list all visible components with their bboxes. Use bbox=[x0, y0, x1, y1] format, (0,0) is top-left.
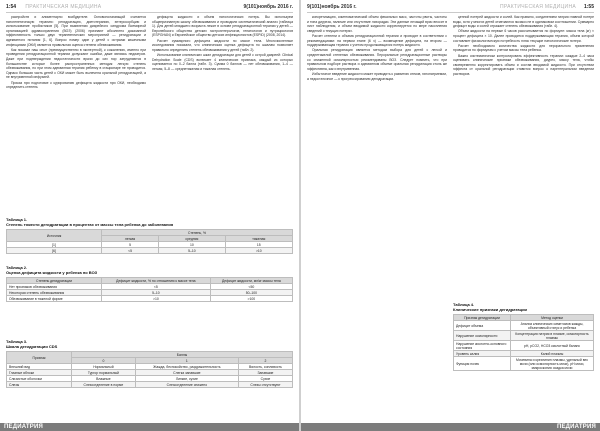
paragraph: распройств и алиментарно возбудителе. Основополагающий считается патогенетическую терапию: регидратацию, диетотерапию, энтеросорбцию и использование пробиотиков [5]. При выявлении диарейного синдрома Всемирной организацией здравоохранения (ВОЗ) (2006) признают абсолютно доказанной эффективность только двух терапевтических мероприятий — регидратации и адекватного питания [1, 6]. Вопрос номер один у детей с острыми кишечными инфекциями (ОКИ) является правильная оценка степени обезвоживания. bbox=[6, 15, 146, 47]
table-row bbox=[7, 248, 293, 254]
table-cell: Некоторая степень обезвоживания bbox=[7, 290, 102, 296]
table-cell: Запавшие bbox=[238, 370, 292, 376]
table-cell: >100 bbox=[210, 296, 292, 302]
table-2-title: Оценка дефицита жидкости у ребенка по ВОЗ bbox=[6, 269, 98, 275]
table-1 bbox=[6, 229, 293, 254]
table-cell: Слезоотделение в норме bbox=[72, 382, 136, 388]
table-header: Дефицит жидкости, мл/кг массы тела bbox=[210, 278, 292, 284]
left-page-number: 1:54 bbox=[6, 4, 17, 10]
table-3-title: Шкала дегидратации CDS bbox=[6, 343, 58, 349]
table-2-caption bbox=[6, 266, 293, 275]
table-header: Баллы bbox=[72, 352, 293, 358]
paragraph: Приказ при подготовке к курированию дефицита жидкости при ОКИ, необходимо определить степень bbox=[6, 80, 146, 90]
left-journal-title: ПРАКТИЧЕСКАЯ МЕДИЦИНА bbox=[25, 4, 102, 10]
table-cell: Уровень калия bbox=[454, 351, 511, 357]
left-footer-logo: ПЕДИАТРИЯ bbox=[4, 424, 44, 430]
table-header: Степень, % bbox=[102, 230, 293, 236]
table-row bbox=[454, 357, 594, 371]
table-4 bbox=[453, 314, 594, 371]
table-row bbox=[454, 341, 594, 351]
table-cell: Нарушение осмолярности bbox=[454, 331, 511, 341]
table-header: 2 bbox=[238, 358, 292, 364]
table-cell: Анализ клинических симптомов жажды, объективный статус и ребенка bbox=[511, 321, 594, 331]
paragraph: Важно систематически контролировать эффективность терапии: каждые 2–4 часа оценивать клинические признаки обезвоживания, диурез, массу тела, чтобы своевременно корректировать объем и состав вводимой жидкости. При отсутствии эффекта от оральной регидратации ставится вопрос о парентеральном введении растворов. bbox=[453, 53, 594, 76]
table-cell: >10 bbox=[102, 296, 211, 302]
table-cell: Слезы отсутствуют bbox=[238, 382, 292, 388]
table-1-caption bbox=[6, 218, 293, 227]
right-footer-bar bbox=[301, 423, 600, 431]
table-cell: Слезоотделение снижено bbox=[135, 382, 238, 388]
table-2 bbox=[6, 277, 293, 302]
table-cell: Внешний вид bbox=[7, 364, 72, 370]
table-3-caption bbox=[6, 340, 293, 349]
right-issue: 9(101)ноябрь 2016 г. bbox=[307, 4, 357, 10]
right-journal-title: ПРАКТИЧЕСКАЯ МЕДИЦИНА bbox=[499, 4, 576, 10]
paragraph: Объем жидкости на первые 6 часов рассчитывается по формуле: масса тела (кг) × процент дефицита × 10. Далее проводится поддерживающая терапия, объем которой составляет физиологическую потребность плюс текущие патологические потери. bbox=[453, 29, 594, 43]
left-issue: 9(101)ноябрь 2016 г. bbox=[243, 4, 293, 10]
table-1-label: Таблица 1. bbox=[6, 217, 28, 222]
paragraph: дефицита жидкости и объем патологических потерь. Вы используем общепризнанную шкалу обезвоживания и проводили систематический анализ (таблица 1). Для детей младшего возраста лежит в основе регидратационной терапии у детей — Европейского общества детских гастроэнтерологов, гепатологов и нутрициологов (ESPGHAN) и Европейское общество детских инфекционистов (ESPID) (2008, 2014). bbox=[152, 15, 293, 38]
table-row bbox=[454, 321, 594, 331]
table-cell: Слегка запавшие bbox=[135, 370, 238, 376]
paragraph: Как показал наш опыт (преимущественно в экспертной), к сожалению, именно при проведении регидратационной терапии допускают ошибки, даже являясь педиатров. Даже при подтверждении недостаточности врачи до сих пор затрудняются в большинстве которые более распространенных методик легкую степень обезвоживания, но при этом адекватная терапия ребенку в стационаре не проводится. Однако большая часть детей с ОКИ может быть вылечена оральной регидратацией, а не внутривенной инфузией. bbox=[6, 47, 146, 80]
table-header: Степень дегидратации bbox=[7, 278, 102, 284]
paragraph: Избыточное введение жидкости может приводить к развитию отеков, гипонатриемии, а недостаточное — к прогрессированию дегидратации. bbox=[307, 71, 447, 81]
table-row bbox=[7, 296, 293, 302]
table-header: 1 bbox=[135, 358, 238, 364]
table-cell: Нет признаков обезвоживания bbox=[7, 284, 102, 290]
table-cell: Мочевина и креатинин плазмы, удельный вес мочи (или осмолярность мочи), pH мочи, микроскопия осадка мочи bbox=[511, 357, 594, 371]
table-cell: Нормальный bbox=[72, 364, 136, 370]
table-cell: Слезы bbox=[7, 382, 72, 388]
table-cell: Нарушение кислотно-основного состояния bbox=[454, 341, 511, 351]
paragraph: Расчет степени и объема регидратационной терапии и проводят в соответствии с рекомендациями: на первом этапе (6 ч) — возмещение дефицита, на втором — поддерживающая терапия с учетом продолжающихся потерь жидкости. bbox=[307, 33, 447, 48]
right-footer-logo: ПЕДИАТРИЯ bbox=[556, 424, 596, 430]
right-page bbox=[301, 0, 600, 431]
table-header: 0 bbox=[72, 358, 136, 364]
table-cell: 5–10 bbox=[159, 248, 226, 254]
table-cell: Функция почек bbox=[454, 357, 511, 371]
left-column-2 bbox=[152, 15, 293, 214]
table-cell: 5–10 bbox=[102, 290, 211, 296]
left-page bbox=[0, 0, 299, 431]
right-page-number: 1:55 bbox=[583, 4, 594, 10]
table-header: Источник bbox=[7, 230, 102, 242]
table-cell: Концентрация натрия в плазме, осмолярность плазмы bbox=[511, 331, 594, 341]
table-header: Дефицит жидкости, % по отношению к массе тела bbox=[102, 278, 211, 284]
table-cell: <50 bbox=[210, 284, 292, 290]
paragraph: конкретизацию, симптоматический объем фекальных масс, частоты рвоты, частоты и типа диуреза, наличие или отсутствие лихорадки. Эти данные лечащий врач вносит в лист наблюдения, и объем вводимой жидкости корректируется по мере накопления сведений о текущих потерях. bbox=[307, 15, 447, 33]
table-cell: >10 bbox=[225, 248, 292, 254]
table-3 bbox=[6, 351, 293, 388]
table-header: легкая bbox=[102, 236, 159, 242]
table-4-caption bbox=[453, 303, 594, 312]
table-row bbox=[454, 331, 594, 341]
table-cell: 15 bbox=[225, 242, 292, 248]
table-4-label: Таблица 4. bbox=[453, 302, 475, 307]
table-cell: Тургор нормальный bbox=[72, 370, 136, 376]
table-cell: Глазные яблоки bbox=[7, 370, 72, 376]
table-cell: Сухие bbox=[238, 376, 292, 382]
table-cell: [6] bbox=[7, 248, 102, 254]
table-cell: 50–100 bbox=[210, 290, 292, 296]
table-cell: Калий плазмы bbox=[511, 351, 594, 357]
table-cell: Дефицит объема bbox=[454, 321, 511, 331]
table-header: средняя bbox=[159, 236, 226, 242]
table-cell: Жажда, беспокойство, раздражительность bbox=[135, 364, 238, 370]
table-cell: Обезвоживание в тяжелой форме bbox=[7, 296, 102, 302]
table-row bbox=[7, 382, 293, 388]
table-cell: Влажные bbox=[72, 376, 136, 382]
table-cell: 5 bbox=[102, 242, 159, 248]
table-header: тяжелая bbox=[225, 236, 292, 242]
paragraph: Использование клинических шкал дегидратации для детей с острой диареей: Clinical Dehydration Scale (CDS) включает 4 клинических признака, каждый из которых оценивается по 0–2 балла (табл. 3). Сумма 0 баллов — нет обезвоживания, 1–4 — легкая, 5–8 — среднетяжелая и тяжелая степень. bbox=[152, 52, 293, 71]
right-column-2 bbox=[453, 15, 594, 299]
left-column-1 bbox=[6, 15, 146, 214]
table-cell: Липкие, сухие bbox=[135, 376, 238, 382]
paragraph: Оральная регидратация является методом выбора для детей с легкой и среднетяжелой степенью обезвоживания. Пероральные регидратационные растворы со сниженной осмолярностью рекомендованы ВОЗ. Следует помнить, что при правильном подборе раствора и адекватном объеме оральная регидратация столь же эффективна, как и внутривенная. bbox=[307, 48, 447, 71]
paragraph: Расчет суммарного дефицита жидкости по массе тела. Многочисленные исследования показали, что клиническая оценка дефицита по шкалам позволяет правильно определить степень обезвоживания у детей (табл. 2). bbox=[152, 38, 293, 52]
table-cell: <5 bbox=[102, 284, 211, 290]
table-3-label: Таблица 3. bbox=[6, 339, 28, 344]
right-column-1 bbox=[307, 15, 447, 415]
paragraph: ценной потерей жидкости и солей. Как правило, соединением натрия главной потере воды, хотя у многих детей отмечаются эксикоз не в одинаковом соотношении. Суммарно дефицит воды и солей отражает степень обезвоживания (табл. 4). bbox=[453, 15, 594, 29]
table-cell: pH, pCO2, HCO3 кислотный баланс bbox=[511, 341, 594, 351]
table-cell: <5 bbox=[102, 248, 159, 254]
paragraph: Расчет необходимого количества жидкости для перорального применения проводится по формулам с учетом массы тела ребенка. bbox=[453, 43, 594, 53]
left-footer-bar bbox=[0, 423, 299, 431]
table-2-label: Таблица 2. bbox=[6, 265, 28, 270]
table-cell: [1] bbox=[7, 242, 102, 248]
right-running-header bbox=[307, 2, 594, 13]
table-4-title: Клинические признаки дегидратации bbox=[453, 306, 528, 312]
table-cell: Вялость, сонливость bbox=[238, 364, 292, 370]
left-running-header bbox=[6, 2, 293, 13]
table-cell: 10 bbox=[159, 242, 226, 248]
table-header: Признак дегидратации bbox=[454, 315, 511, 321]
table-1-title: Степень тяжести дегидратации в процентах от массы тела ребенка до заболевания bbox=[6, 221, 174, 227]
table-header: Метод оценки bbox=[511, 315, 594, 321]
table-cell: Слизистые оболочки bbox=[7, 376, 72, 382]
table-header: Признак bbox=[7, 352, 72, 364]
